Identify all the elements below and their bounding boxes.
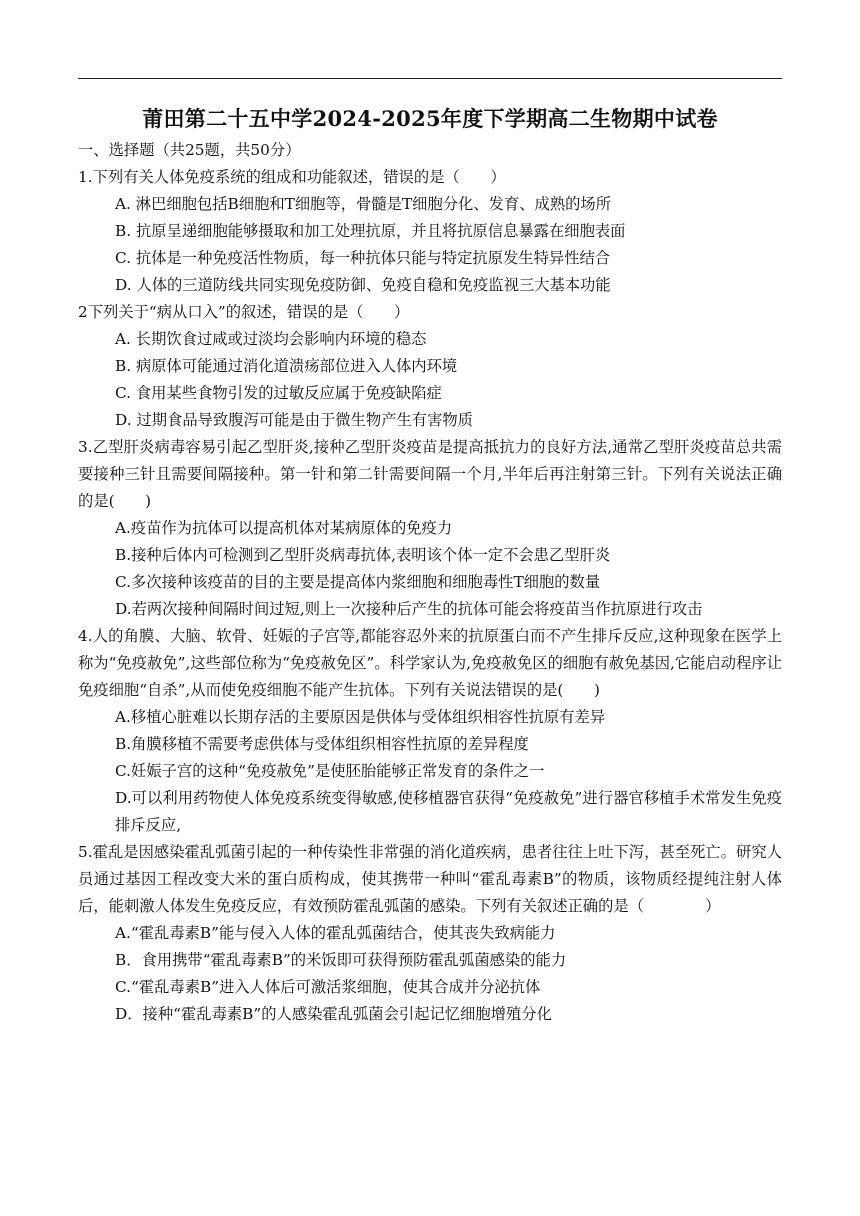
option-b[interactable]: B．食用携带“霍乱毒素B”的米饭即可获得预防霍乱弧菌感染的能力 [115,951,567,969]
option-c[interactable]: C. 抗体是一种免疫活性物质，每一种抗体只能与特定抗原发生特异性结合 [115,249,611,267]
exam-title: 莆田第二十五中学2024-2025年度下学期高二生物期中试卷 [142,106,718,131]
option-a[interactable]: A.移植心脏难以长期存活的主要原因是供体与受体组织相容性抗原有差异 [115,708,606,726]
option-b[interactable]: B.角膜移植不需要考虑供体与受体组织相容性抗原的差异程度 [115,735,529,753]
option-a[interactable]: A.疫苗作为抗体可以提高机体对某病原体的免疫力 [115,519,453,537]
option-d[interactable]: D. 人体的三道防线共同实现免疫防御、免疫自稳和免疫监视三大基本功能 [115,276,611,294]
option-a[interactable]: A. 淋巴细胞包括B细胞和T细胞等，骨髓是T细胞分化、发育、成熟的场所 [115,195,612,213]
header-rule [78,78,782,79]
option-c[interactable]: C.妊娠子宫的这种“免疫赦免”是使胚胎能够正常发育的条件之一 [115,762,545,780]
option-b[interactable]: B.接种后体内可检测到乙型肝炎病毒抗体,表明该个体一定不会患乙型肝炎 [115,546,611,564]
question-4 [78,623,782,839]
option-c[interactable]: C.“霍乱毒素B”进入人体后可激活浆细胞，使其合成并分泌抗体 [115,978,541,996]
option-b[interactable]: B. 抗原呈递细胞能够摄取和加工处理抗原，并且将抗原信息暴露在细胞表面 [115,222,626,240]
question-5 [78,839,782,1028]
option-b[interactable]: B. 病原体可能通过消化道溃疡部位进入人体内环境 [115,357,458,375]
question-stem: 2下列关于“病从口入”的叙述，错误的是（ ） [78,303,410,321]
section-heading: 一、选择题（共25题，共50分） [78,141,301,159]
question-stem: 4.人的角膜、大脑、软骨、妊娠的子宫等,都能容忍外来的抗原蛋白而不产生排斥反应,这种现象在医学上称为“免疫赦免”,这些部位称为“免疫赦免区”。科学家认为,免疫赦免区的细胞有赦免基因,它能启动程序让免疫细胞“自杀”,从而使免疫细胞不能产生抗体。下列有关说法错误的是( ) [78,627,782,699]
option-d[interactable]: D. 过期食品导致腹泻可能是由于微生物产生有害物质 [115,411,473,429]
question-1 [78,164,782,299]
question-3 [78,434,782,623]
option-d[interactable]: D.可以利用药物使人体免疫系统变得敏感,使移植器官获得“免疫赦免”进行器官移植手术常发生免疫排斥反应, [115,789,782,834]
question-2 [78,299,782,434]
question-stem: 1.下列有关人体免疫系统的组成和功能叙述，错误的是（ ） [78,168,506,186]
option-a[interactable]: A.“霍乱毒素B”能与侵入人体的霍乱弧菌结合，使其丧失致病能力 [115,924,556,942]
option-d[interactable]: D．接种“霍乱毒素B”的人感染霍乱弧菌会引起记忆细胞增殖分化 [115,1005,552,1023]
option-d[interactable]: D.若两次接种间隔时间过短,则上一次接种后产生的抗体可能会将疫苗当作抗原进行攻击 [115,600,703,618]
option-c[interactable]: C. 食用某些食物引发的过敏反应属于免疫缺陷症 [115,384,442,402]
exam-content [78,137,782,1028]
option-c[interactable]: C.多次接种该疫苗的目的主要是提高体内浆细胞和细胞毒性T细胞的数量 [115,573,601,591]
question-stem: 3.乙型肝炎病毒容易引起乙型肝炎,接种乙型肝炎疫苗是提高抵抗力的良好方法,通常乙型肝炎疫苗总共需要接种三针且需要间隔接种。第一针和第二针需要间隔一个月,半年后再注射第三针。下列有关说法正确的是( ) [78,438,782,510]
option-a[interactable]: A. 长期饮食过咸或过淡均会影响内环境的稳态 [115,330,427,348]
question-stem: 5.霍乱是因感染霍乱弧菌引起的一种传染性非常强的消化道疾病，患者往往上吐下泻，甚至死亡。研究人员通过基因工程改变大米的蛋白质构成，使其携带一种叫“霍乱毒素B”的物质，该物质经提纯注射人体后，能刺激人体发生免疫反应，有效预防霍乱弧菌的感染。下列有关叙述正确的是（ ） [78,843,782,915]
